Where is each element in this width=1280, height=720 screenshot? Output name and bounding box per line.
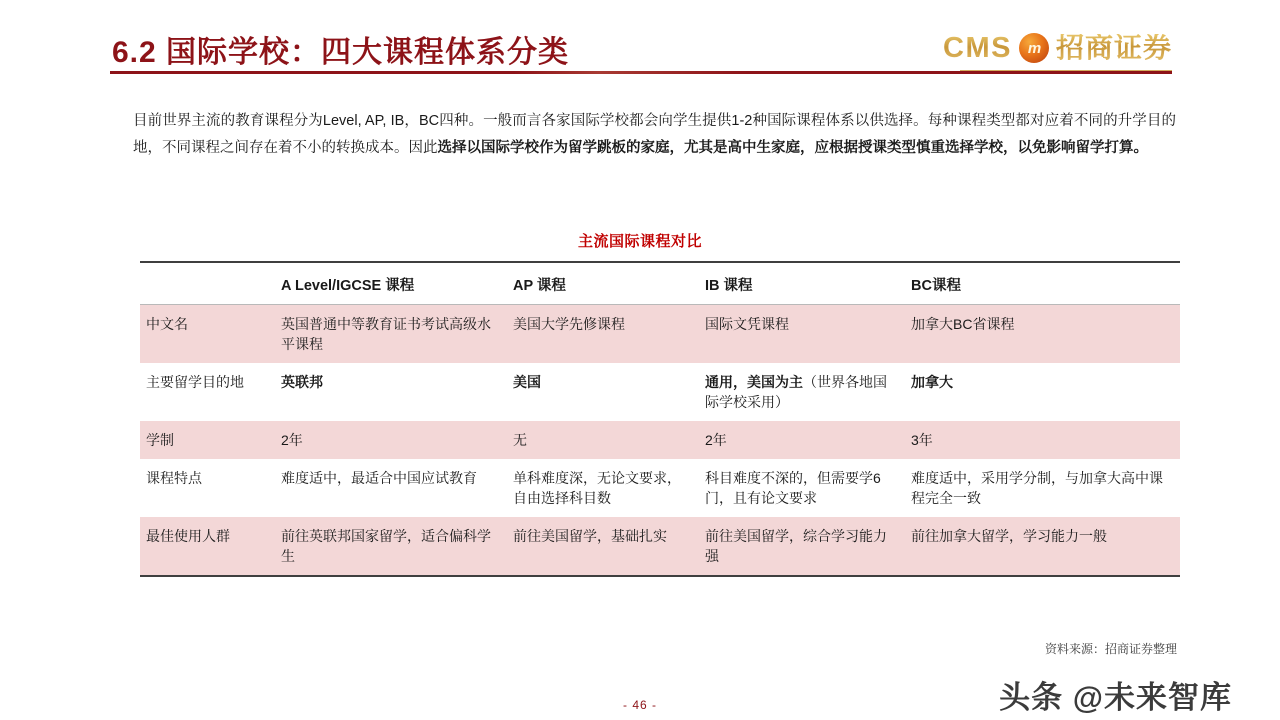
row-label: 学制 — [140, 421, 275, 459]
table-caption: 主流国际课程对比 — [577, 233, 702, 250]
intro-text-normal: 目前世界主流的教育课程分为Level, AP, IB，BC四种。一般而言各家国际学校都会向学生提供1-2种国际课程体系以供选择。每种课程类型都对应着不同的升学目的地，不同课程之间存在着不小的转换成本。因此 — [133, 113, 1176, 156]
row-cell: 美国大学先修课程 — [507, 305, 699, 364]
row-label: 最佳使用人群 — [140, 517, 275, 576]
intro-text-bold: 选择以国际学校作为留学跳板的家庭，尤其是高中生家庭，应根据授课类型慎重选择学校，以免影响留学打算。 — [437, 140, 1148, 156]
row-cell: 国际文凭课程 — [699, 305, 905, 364]
table-row — [140, 517, 1180, 576]
row-cell: 美国 — [513, 374, 541, 390]
table-header — [140, 262, 1180, 305]
row-cell: 加拿大BC省课程 — [905, 305, 1180, 364]
title-divider — [110, 71, 1172, 74]
row-cell: 3年 — [905, 421, 1180, 459]
row-cell-main: 通用，美国为主 — [705, 374, 803, 390]
row-cell: 难度适中，最适合中国应试教育 — [281, 470, 477, 486]
table-header-cell-1: A Level/IGCSE 课程 — [275, 262, 507, 305]
table-row — [140, 363, 1180, 421]
comparison-table-wrapper — [140, 261, 1180, 577]
table-header-cell-3: IB 课程 — [699, 262, 905, 305]
page-number: - 46 - — [622, 698, 657, 712]
logo-underline — [960, 70, 1172, 71]
table-row — [140, 305, 1180, 364]
source-note: 资料来源：招商证券整理 — [1044, 642, 1177, 656]
row-label: 主要留学目的地 — [146, 374, 244, 390]
table-header-cell-2: AP 课程 — [507, 262, 699, 305]
row-cell: 前往美国留学，基础扎实 — [507, 517, 699, 576]
logo-latin-text: CMS — [943, 31, 1012, 64]
row-cell: 前往美国留学，综合学习能力强 — [699, 517, 905, 576]
row-cell: 加拿大 — [911, 374, 953, 390]
company-logo — [943, 28, 1172, 68]
row-cell: 2年 — [275, 421, 507, 459]
row-cell: 单科难度深，无论文要求，自由选择科目数 — [513, 470, 681, 506]
row-cell: 无 — [507, 421, 699, 459]
watermark: 头条 @未来智库 — [999, 680, 1232, 715]
table-header-row — [140, 262, 1180, 305]
row-cell: 英国普通中等教育证书考试高级水平课程 — [275, 305, 507, 364]
table-row — [140, 421, 1180, 459]
row-cell — [699, 363, 905, 421]
table-header-cell-0 — [140, 262, 275, 305]
row-cell: 难度适中，采用学分制，与加拿大高中课程完全一致 — [911, 470, 1163, 506]
row-cell: 科目难度不深的，但需要学6门，且有论文要求 — [705, 470, 881, 506]
row-label: 课程特点 — [146, 470, 202, 486]
page-title: 6.2 国际学校：四大课程体系分类 — [112, 36, 570, 69]
row-cell: 前往加拿大留学，学习能力一般 — [905, 517, 1180, 576]
comparison-table — [140, 261, 1180, 577]
table-body — [140, 305, 1180, 577]
intro-paragraph — [133, 108, 1176, 162]
row-cell-suffix: （世界各地国际学校采用） — [705, 374, 887, 410]
slide-header — [0, 0, 1280, 80]
logo-chinese-text: 招商证券 — [1055, 32, 1172, 63]
row-cell: 前往英联邦国家留学，适合偏科学生 — [275, 517, 507, 576]
table-row — [140, 459, 1180, 517]
logo-emblem-icon: m — [1019, 33, 1049, 63]
row-cell: 2年 — [699, 421, 905, 459]
row-cell: 英联邦 — [281, 374, 323, 390]
row-label: 中文名 — [140, 305, 275, 364]
table-header-cell-4: BC课程 — [905, 262, 1180, 305]
